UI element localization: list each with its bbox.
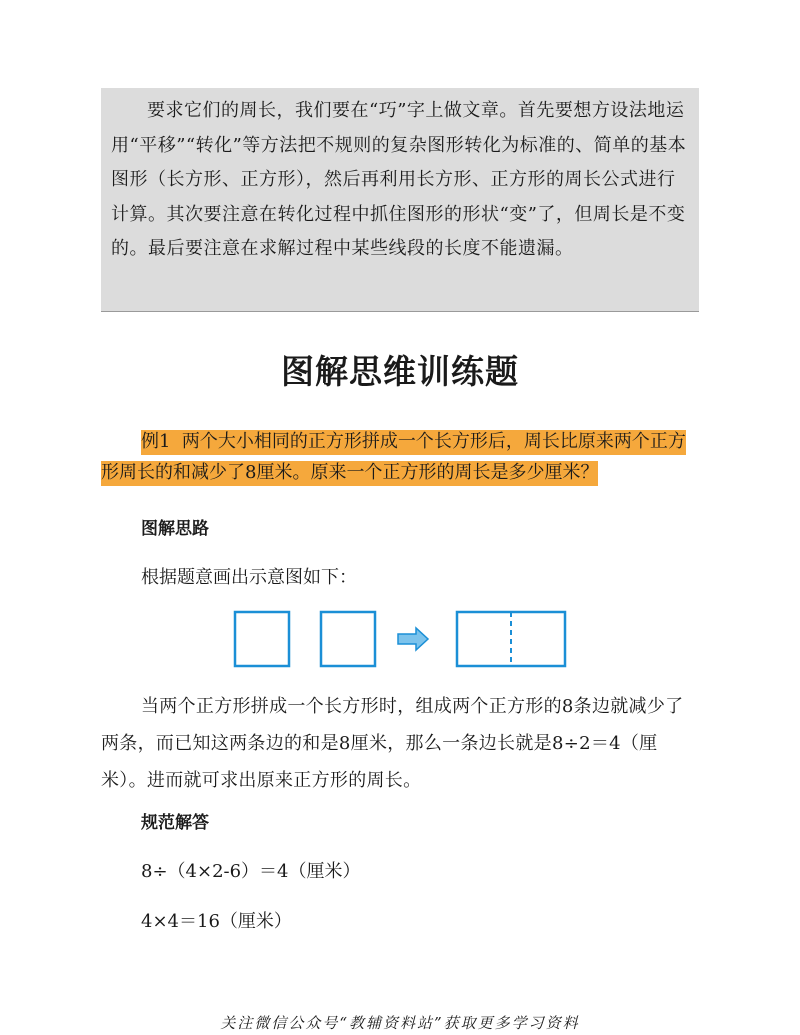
page-title: 图解思维训练题 — [281, 352, 519, 391]
square-middle — [321, 612, 375, 666]
example-label: 例1 — [141, 431, 171, 452]
footer-note: 关注微信公众号“教辅资料站”获取更多学习资料 — [220, 1014, 580, 1032]
example-highlight — [101, 430, 686, 486]
intro-box — [101, 88, 699, 312]
answer-heading: 规范解答 — [141, 813, 209, 833]
example-problem — [101, 426, 701, 488]
example-text: 两个大小相同的正方形拼成一个长方形后，周长比原来两个正方形周长的和减少了8厘米。原来一个正方形的周长是多少厘米？ — [101, 431, 686, 483]
squares-diagram — [230, 606, 570, 672]
solution-idea-heading: 图解思路 — [141, 519, 209, 539]
solution-explanation: 当两个正方形拼成一个长方形时，组成两个正方形的8条边就减少了两条，而已知这两条边的和是8厘米，那么一条边长就是8÷2＝4（厘米）。进而就可求出原来正方形的周长。 — [101, 696, 684, 791]
transform-arrow-icon — [398, 628, 428, 650]
answer-line-1: 8÷（4×2-6）＝4（厘米） — [141, 861, 361, 882]
square-left — [235, 612, 289, 666]
intro-text: 要求它们的周长，我们要在“巧”字上做文章。首先要想方设法地运用“平移”“转化”等方法把不规则的复杂图形转化为标准的、简单的基本图形（长方形、正方形），然后再利用长方形、正方形的周长公式进行计算。其次要注意在转化过程中抓住图形的形状“变”了，但周长是不变的。最后要注意在求解过程中某些线段的长度不能遗漏。 — [111, 100, 687, 259]
answer-line-2: 4×4＝16（厘米） — [141, 911, 292, 932]
diagram-intro: 根据题意画出示意图如下： — [141, 567, 357, 588]
